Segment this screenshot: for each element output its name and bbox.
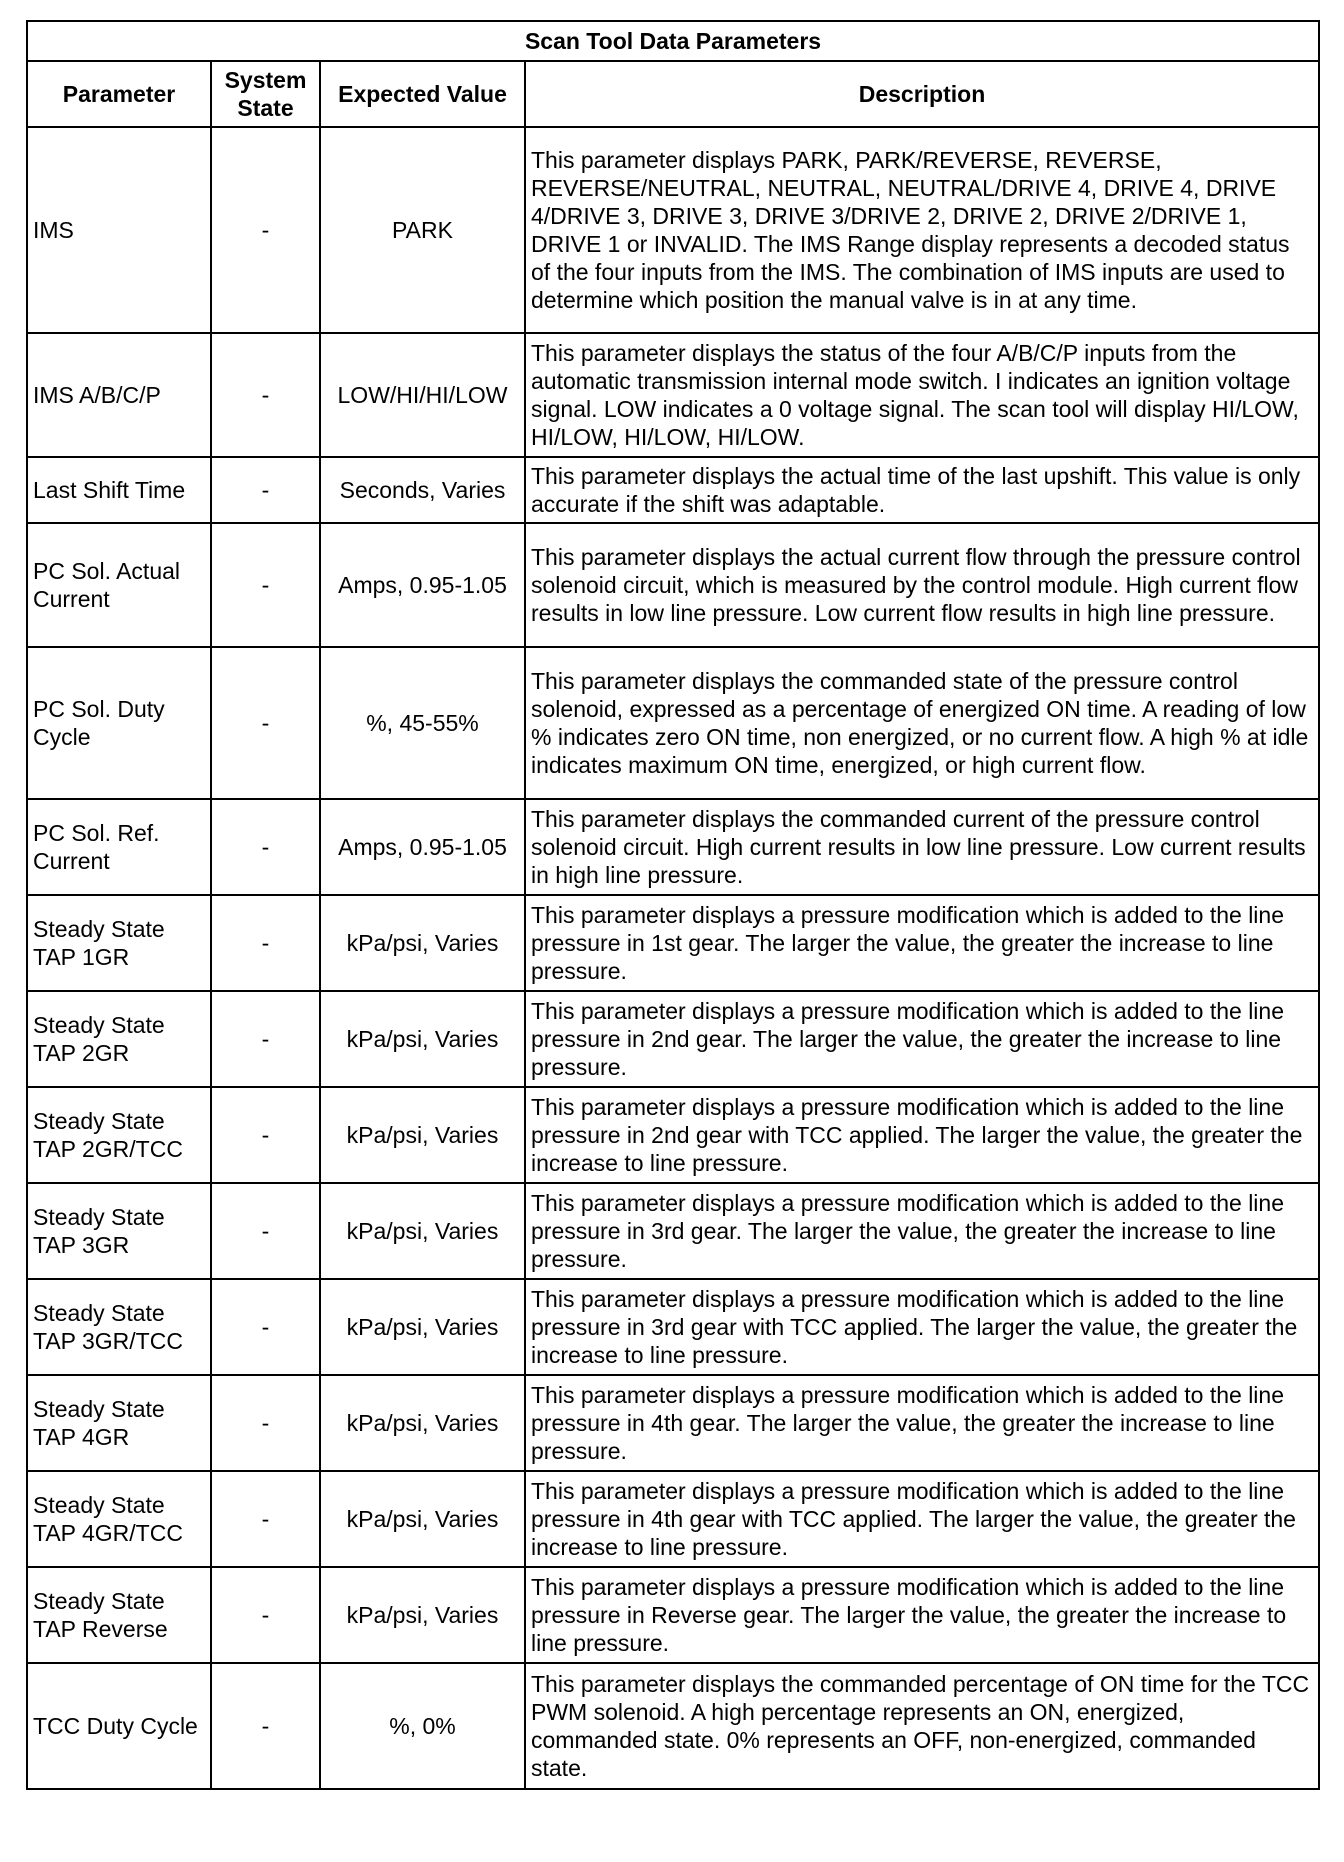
description-cell: This parameter displays PARK, PARK/REVERSE, REVERSE, REVERSE/NEUTRAL, NEUTRAL, NEUTRAL/DRIVE 4, DRIVE 4, DRIVE 4/DRIVE 3, DRIVE 3, DRIVE 3/DRIVE 2, DRIVE 2, DRIVE 2/DRIVE 1, DRIVE 1 or INVALID. The IMS Range display represents a decoded status of the four inputs from the IMS. The combination of IMS inputs are used to determine which position the manual valve is in at any time. [525,127,1319,333]
system-state-cell: - [211,1471,320,1567]
column-header-expected-value: Expected Value [320,61,525,127]
expected-value-cell: Seconds, Varies [320,457,525,523]
parameter-cell: Last Shift Time [27,457,211,523]
parameter-cell: PC Sol. Ref. Current [27,799,211,895]
expected-value-cell: kPa/psi, Varies [320,1471,525,1567]
description-cell: This parameter displays a pressure modification which is added to the line pressure in 1st gear. The larger the value, the greater the increase to line pressure. [525,895,1319,991]
system-state-cell: - [211,799,320,895]
system-state-cell: - [211,991,320,1087]
table-row [27,1663,1319,1789]
expected-value-cell: LOW/HI/HI/LOW [320,333,525,457]
description-cell: This parameter displays the commanded current of the pressure control solenoid circuit. High current results in low line pressure. Low current results in high line pressure. [525,799,1319,895]
expected-value-cell: Amps, 0.95-1.05 [320,799,525,895]
description-cell: This parameter displays a pressure modification which is added to the line pressure in 4th gear with TCC applied. The larger the value, the greater the increase to line pressure. [525,1471,1319,1567]
parameter-cell: Steady State TAP 3GR/TCC [27,1279,211,1375]
description-cell: This parameter displays the commanded state of the pressure control solenoid, expressed as a percentage of energized ON time. A reading of low % indicates zero ON time, non energized, or no current flow. A high % at idle indicates maximum ON time, energized, or high current flow. [525,647,1319,799]
table-row [27,1375,1319,1471]
table-row [27,799,1319,895]
description-cell: This parameter displays a pressure modification which is added to the line pressure in 2nd gear with TCC applied. The larger the value, the greater the increase to line pressure. [525,1087,1319,1183]
column-header-description: Description [525,61,1319,127]
expected-value-cell: kPa/psi, Varies [320,1375,525,1471]
expected-value-cell: kPa/psi, Varies [320,895,525,991]
column-header-system-state: System State [211,61,320,127]
system-state-cell: - [211,523,320,647]
parameter-cell: Steady State TAP Reverse [27,1567,211,1663]
system-state-cell: - [211,1183,320,1279]
scan-tool-data-table [26,20,1320,1790]
parameter-cell: IMS [27,127,211,333]
description-cell: This parameter displays the actual time of the last upshift. This value is only accurate if the shift was adaptable. [525,457,1319,523]
table-row [27,647,1319,799]
table-row [27,1567,1319,1663]
table-row [27,895,1319,991]
expected-value-cell: Amps, 0.95-1.05 [320,523,525,647]
table-row [27,127,1319,333]
expected-value-cell: %, 45-55% [320,647,525,799]
parameter-cell: Steady State TAP 2GR/TCC [27,1087,211,1183]
document-page [26,20,1318,1790]
system-state-cell: - [211,895,320,991]
system-state-cell: - [211,1663,320,1789]
parameter-cell: IMS A/B/C/P [27,333,211,457]
system-state-cell: - [211,333,320,457]
table-row [27,333,1319,457]
table-row [27,1087,1319,1183]
description-cell: This parameter displays a pressure modification which is added to the line pressure in Reverse gear. The larger the value, the greater the increase to line pressure. [525,1567,1319,1663]
system-state-cell: - [211,1567,320,1663]
table-row [27,1183,1319,1279]
expected-value-cell: PARK [320,127,525,333]
description-cell: This parameter displays a pressure modification which is added to the line pressure in 2nd gear. The larger the value, the greater the increase to line pressure. [525,991,1319,1087]
parameter-cell: TCC Duty Cycle [27,1663,211,1789]
parameter-cell: Steady State TAP 3GR [27,1183,211,1279]
description-cell: This parameter displays a pressure modification which is added to the line pressure in 4th gear. The larger the value, the greater the increase to line pressure. [525,1375,1319,1471]
column-header-parameter: Parameter [27,61,211,127]
parameter-cell: Steady State TAP 2GR [27,991,211,1087]
expected-value-cell: kPa/psi, Varies [320,1183,525,1279]
parameter-cell: PC Sol. Duty Cycle [27,647,211,799]
system-state-cell: - [211,1087,320,1183]
table-row [27,991,1319,1087]
expected-value-cell: %, 0% [320,1663,525,1789]
system-state-cell: - [211,1279,320,1375]
description-cell: This parameter displays a pressure modification which is added to the line pressure in 3rd gear. The larger the value, the greater the increase to line pressure. [525,1183,1319,1279]
table-title: Scan Tool Data Parameters [27,21,1319,61]
description-cell: This parameter displays the actual current flow through the pressure control solenoid circuit, which is measured by the control module. High current flow results in low line pressure. Low current flow results in high line pressure. [525,523,1319,647]
expected-value-cell: kPa/psi, Varies [320,1567,525,1663]
description-cell: This parameter displays a pressure modification which is added to the line pressure in 3rd gear with TCC applied. The larger the value, the greater the increase to line pressure. [525,1279,1319,1375]
parameter-cell: PC Sol. Actual Current [27,523,211,647]
parameter-cell: Steady State TAP 4GR/TCC [27,1471,211,1567]
parameter-cell: Steady State TAP 1GR [27,895,211,991]
expected-value-cell: kPa/psi, Varies [320,1087,525,1183]
system-state-cell: - [211,647,320,799]
table-row [27,523,1319,647]
table-row [27,1471,1319,1567]
description-cell: This parameter displays the commanded percentage of ON time for the TCC PWM solenoid. A high percentage represents an ON, energized, commanded state. 0% represents an OFF, non-energized, commanded state. [525,1663,1319,1789]
system-state-cell: - [211,1375,320,1471]
expected-value-cell: kPa/psi, Varies [320,991,525,1087]
expected-value-cell: kPa/psi, Varies [320,1279,525,1375]
system-state-cell: - [211,457,320,523]
table-row [27,1279,1319,1375]
system-state-cell: - [211,127,320,333]
parameter-cell: Steady State TAP 4GR [27,1375,211,1471]
description-cell: This parameter displays the status of the four A/B/C/P inputs from the automatic transmission internal mode switch. I indicates an ignition voltage signal. LOW indicates a 0 voltage signal. The scan tool will display HI/LOW, HI/LOW, HI/LOW, HI/LOW. [525,333,1319,457]
table-row [27,457,1319,523]
